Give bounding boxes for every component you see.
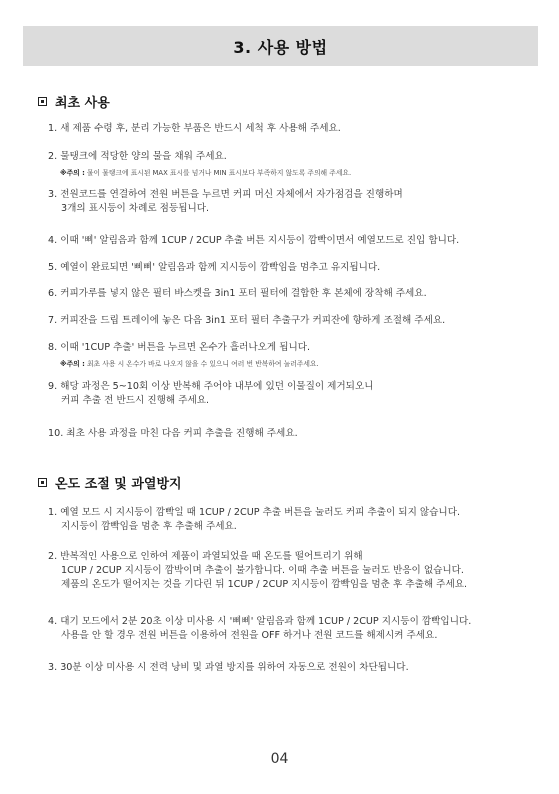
page-number: 04 xyxy=(270,751,289,767)
section-heading-text: 온도 조절 및 과열방지 xyxy=(55,477,182,492)
page-title: 3. 사용 방법 xyxy=(233,37,328,57)
list-item-continuation: 제품의 온도가 떨어지는 것을 기다린 뒤 1CUP / 2CUP 지시등이 깜빡임을 멈춘 후 추출해 주세요. xyxy=(61,579,468,590)
list-item-text: 8. 이때 '1CUP 추출' 버튼을 누르면 온수가 흘러나오게 됩니다. xyxy=(48,342,311,353)
list-item-text: 10. 최초 사용 과정을 마친 다음 커피 추출을 진행해 주세요. xyxy=(48,428,298,439)
list-item xyxy=(48,188,403,216)
square-bullet-icon xyxy=(38,478,47,487)
list-item-text: 1. 새 제품 수령 후, 분리 가능한 부품은 반드시 세척 후 사용해 주세요. xyxy=(48,123,341,134)
list-item-text: 9. 해당 과정은 5~10회 이상 반복해 주어야 내부에 있던 이물질이 제거되오니 xyxy=(48,381,374,392)
list-item xyxy=(48,506,460,534)
title-bar xyxy=(23,26,538,66)
list-item-text: 4. 대기 모드에서 2분 20초 이상 미사용 시 '삐삐' 알림음과 함께 1CUP / 2CUP 지시등이 깜빡입니다. xyxy=(48,616,472,627)
list-item xyxy=(48,615,471,643)
list-item-text: 2. 반복적인 사용으로 인하여 제품이 과열되었을 때 온도를 떨어트리기 위해 xyxy=(48,551,363,562)
list-item xyxy=(48,122,341,136)
list-item xyxy=(48,287,427,301)
list-item-continuation: 커피 추출 전 반드시 진행해 주세요. xyxy=(61,395,210,406)
caution-label: ※주의 : xyxy=(60,360,85,368)
list-item-text: 3. 전원코드를 연결하여 전원 버튼을 누르면 커피 머신 자체에서 자가점검을 진행하며 xyxy=(48,189,403,200)
list-item xyxy=(48,427,298,441)
caution-note xyxy=(60,359,319,369)
square-bullet-icon xyxy=(38,97,47,106)
list-item-text: 7. 커피잔을 드립 트레이에 놓은 다음 3in1 포터 필터 추출구가 커피잔에 향하게 조절해 주세요. xyxy=(48,315,446,326)
list-item-continuation: 지시등이 깜빡임을 멈춘 후 추출해 주세요. xyxy=(61,521,237,532)
caution-text: 물이 물탱크에 표시된 MAX 표시를 넘거나 MIN 표시보다 부족하지 않도록 주의해 주세요. xyxy=(84,169,352,177)
caution-text: 최초 사용 시 온수가 바로 나오지 않을 수 있으니 여러 번 반복하여 눌러주세요. xyxy=(84,360,319,368)
list-item-continuation: 3개의 표시등이 차례로 점등됩니다. xyxy=(61,203,210,214)
list-item-text: 4. 이때 '삐' 알림음과 함께 1CUP / 2CUP 추출 버튼 지시등이 깜빡이면서 예열모드로 진입 합니다. xyxy=(48,235,460,246)
list-item xyxy=(48,261,380,275)
list-item xyxy=(48,234,459,248)
section-heading-text: 최초 사용 xyxy=(55,96,110,111)
list-item-text: 1. 예열 모드 시 지시등이 깜빡일 때 1CUP / 2CUP 추출 버튼을 눌러도 커피 추출이 되지 않습니다. xyxy=(48,507,461,518)
list-item-continuation: 1CUP / 2CUP 지시등이 깜박이며 추출이 불가합니다. 이때 추출 버튼을 눌러도 반응이 없습니다. xyxy=(61,565,464,576)
list-item xyxy=(48,341,310,355)
list-item-continuation: 사용을 안 할 경우 전원 버튼을 이용하여 전원을 OFF 하거나 전원 코드를 해제시켜 주세요. xyxy=(61,630,438,641)
list-item-text: 6. 커피가루를 넣지 않은 필터 바스켓을 3in1 포터 필터에 결합한 후 본체에 장착해 주세요. xyxy=(48,288,427,299)
list-item-text: 5. 예열이 완료되면 '삐삐' 알림음과 함께 지시등이 깜빡임을 멈추고 유지됩니다. xyxy=(48,262,381,273)
list-item xyxy=(48,150,227,164)
caution-label: ※주의 : xyxy=(60,169,85,177)
list-item xyxy=(48,550,467,592)
list-item xyxy=(48,314,445,328)
list-item-text: 3. 30분 이상 미사용 시 전력 낭비 및 과열 방지를 위하여 자동으로 전원이 차단됩니다. xyxy=(48,662,409,673)
list-item-text: 2. 물탱크에 적당한 양의 물을 채워 주세요. xyxy=(48,151,227,162)
caution-note xyxy=(60,168,351,178)
section-heading-first-use xyxy=(38,92,110,111)
list-item xyxy=(48,380,374,408)
list-item xyxy=(48,661,409,675)
section-heading-temperature xyxy=(38,473,182,492)
